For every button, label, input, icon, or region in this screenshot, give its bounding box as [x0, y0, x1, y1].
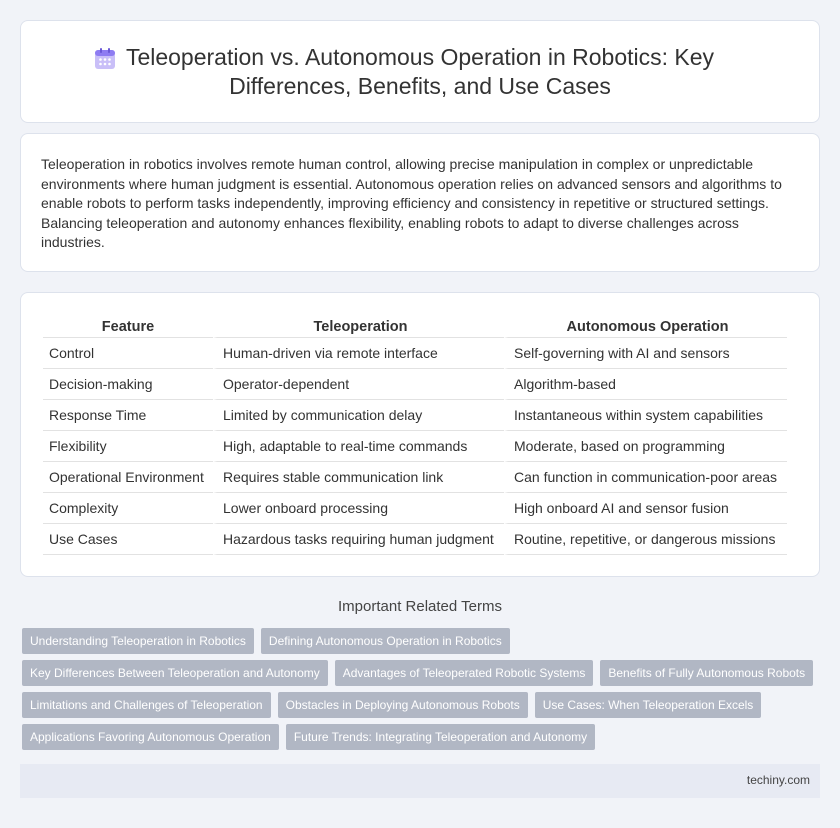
table-cell: Requires stable communication link	[213, 462, 504, 493]
table-cell: Operational Environment	[43, 462, 213, 493]
table-cell: Human-driven via remote interface	[213, 338, 504, 369]
table-header-row	[43, 314, 787, 338]
table-cell: High, adaptable to real-time commands	[213, 431, 504, 462]
table-cell: Lower onboard processing	[213, 493, 504, 524]
table-cell: Moderate, based on programming	[504, 431, 787, 462]
table-row	[43, 369, 787, 400]
table-cell: Decision-making	[43, 369, 213, 400]
related-term-tag[interactable]: Key Differences Between Teleoperation and Autonomy	[22, 660, 328, 686]
tag-row	[22, 692, 822, 718]
related-term-tag[interactable]: Obstacles in Deploying Autonomous Robots	[278, 692, 528, 718]
comparison-table	[43, 314, 787, 555]
table-cell: Can function in communication-poor areas	[504, 462, 787, 493]
table-cell: Routine, repetitive, or dangerous missions	[504, 524, 787, 555]
title-card	[20, 20, 820, 123]
related-term-tag[interactable]: Defining Autonomous Operation in Robotics	[261, 628, 510, 654]
table-row	[43, 338, 787, 369]
table-row	[43, 462, 787, 493]
table-cell: Limited by communication delay	[213, 400, 504, 431]
table-cell: Use Cases	[43, 524, 213, 555]
related-term-tag[interactable]: Future Trends: Integrating Teleoperation and Autonomy	[286, 724, 595, 750]
table-cell: Algorithm-based	[504, 369, 787, 400]
tag-row	[22, 724, 822, 750]
comparison-card	[20, 292, 820, 577]
table-cell: Self-governing with AI and sensors	[504, 338, 787, 369]
column-header-teleoperation: Teleoperation	[213, 314, 504, 338]
related-term-tag[interactable]: Use Cases: When Teleoperation Excels	[535, 692, 762, 718]
table-cell: Complexity	[43, 493, 213, 524]
table-cell: Operator-dependent	[213, 369, 504, 400]
table-row	[43, 524, 787, 555]
table-row	[43, 431, 787, 462]
related-term-tag[interactable]: Limitations and Challenges of Teleoperation	[22, 692, 271, 718]
table-cell: Control	[43, 338, 213, 369]
table-cell: Response Time	[43, 400, 213, 431]
table-cell: Instantaneous within system capabilities	[504, 400, 787, 431]
tag-row	[22, 628, 822, 654]
table-row	[43, 493, 787, 524]
intro-card	[20, 133, 820, 272]
tag-row	[22, 660, 822, 686]
page-title: Teleoperation vs. Autonomous Operation in Robotics: Key Differences, Benefits, and Use Cases	[125, 44, 715, 99]
column-header-autonomous: Autonomous Operation	[504, 314, 787, 338]
table-cell: High onboard AI and sensor fusion	[504, 493, 787, 524]
related-term-tag[interactable]: Understanding Teleoperation in Robotics	[22, 628, 254, 654]
related-terms-heading: Important Related Terms	[338, 598, 502, 615]
table-cell: Hazardous tasks requiring human judgment	[213, 524, 504, 555]
footer	[20, 764, 820, 798]
table-cell: Flexibility	[43, 431, 213, 462]
intro-paragraph: Teleoperation in robotics involves remote human control, allowing precise manipulation in complex or unpredictable environments where human judgment is essential. Autonomous operation relies on advanced sensors and algorithms to enable robots to perform tasks independently, improving efficiency and consistency in repetitive or structured settings. Balancing teleoperation and autonomy enhances flexibility, enabling robots to adapt to diverse challenges across industries.	[41, 156, 782, 250]
related-terms-list	[22, 628, 822, 756]
footer-site-link[interactable]: techiny.com	[746, 773, 810, 787]
related-term-tag[interactable]: Applications Favoring Autonomous Operation	[22, 724, 279, 750]
table-row	[43, 400, 787, 431]
related-term-tag[interactable]: Benefits of Fully Autonomous Robots	[600, 660, 813, 686]
column-header-feature: Feature	[43, 314, 213, 338]
related-term-tag[interactable]: Advantages of Teleoperated Robotic Systems	[335, 660, 594, 686]
